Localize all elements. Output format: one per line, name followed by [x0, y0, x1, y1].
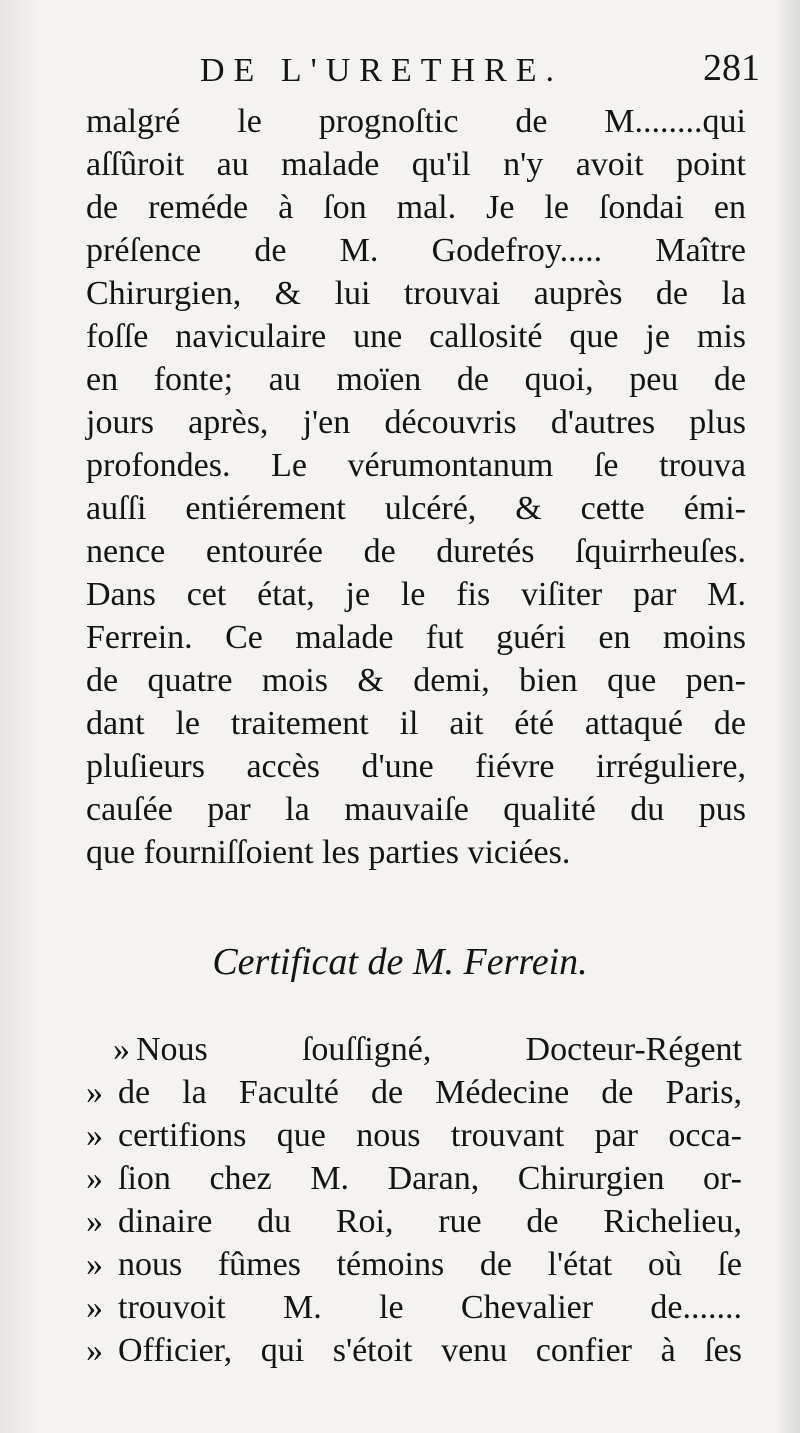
- quote-mark: »: [113, 1031, 130, 1068]
- text-line: auſſi entiérement ulcéré, & cette émi-: [86, 490, 746, 527]
- running-head: DE L'URETHRE.: [200, 52, 563, 89]
- quote-mark: »: [86, 1289, 103, 1326]
- quote-line: [86, 1286, 742, 1329]
- text-line: jours après, j'en découvris d'autres plus: [86, 404, 746, 441]
- text-line: nence entourée de duretés ſquirrheuſes.: [86, 533, 746, 570]
- text-line: de reméde à ſon mal. Je le ſondai en: [86, 189, 746, 226]
- quote-text: certifions que nous trouvant par occa-: [118, 1117, 742, 1154]
- quote-text: ſion chez M. Daran, Chirurgien or-: [118, 1160, 742, 1197]
- quote-text: Officier, qui s'étoit venu confier à ſes: [118, 1332, 742, 1369]
- quote-line: [86, 1243, 742, 1286]
- quote-line: [86, 1114, 742, 1157]
- certificate-quote: [86, 1028, 742, 1372]
- quote-line: [86, 1028, 742, 1071]
- text-line: foſſe naviculaire une callosité que je mis: [86, 318, 746, 355]
- text-line: Chirurgien, & lui trouvai auprès de la: [86, 275, 746, 312]
- quote-text: Nous ſouſſigné, Docteur-Régent: [136, 1031, 742, 1068]
- text-line: pluſieurs accès d'une fiévre irréguliere,: [86, 748, 746, 785]
- text-line: Ferrein. Ce malade fut guéri en moins: [86, 619, 746, 656]
- quote-line: [86, 1200, 742, 1243]
- page-header: [200, 46, 760, 102]
- quote-line: [86, 1071, 742, 1114]
- quote-text: trouvoit M. le Chevalier de.......: [118, 1289, 742, 1326]
- quote-mark: »: [86, 1246, 103, 1283]
- quote-text: de la Faculté de Médecine de Paris,: [118, 1074, 742, 1111]
- quote-text: dinaire du Roi, rue de Richelieu,: [118, 1203, 742, 1240]
- text-line: dant le traitement il ait été attaqué de: [86, 705, 746, 742]
- text-line: aſſûroit au malade qu'il n'y avoit point: [86, 146, 746, 183]
- page-number: 281: [703, 47, 760, 89]
- quote-line: [86, 1157, 742, 1200]
- section-heading: Certificat de M. Ferrein.: [212, 941, 588, 983]
- body-paragraph: [86, 100, 746, 874]
- quote-mark: »: [86, 1074, 103, 1111]
- quote-mark: »: [86, 1117, 103, 1154]
- text-line: Dans cet état, je le fis viſiter par M.: [86, 576, 746, 613]
- quote-line: [86, 1329, 742, 1372]
- text-line: malgré le prognoſtic de M........qui: [86, 103, 746, 140]
- text-line: que fourniſſoient les parties viciées.: [86, 834, 571, 871]
- text-line: en fonte; au moïen de quoi, peu de: [86, 361, 746, 398]
- quote-mark: »: [86, 1332, 103, 1369]
- text-line: de quatre mois & demi, bien que pen-: [86, 662, 746, 699]
- quote-mark: »: [86, 1203, 103, 1240]
- quote-mark: »: [86, 1160, 103, 1197]
- quote-text: nous fûmes témoins de l'état où ſe: [118, 1246, 742, 1283]
- text-line: préſence de M. Godefroy..... Maître: [86, 232, 746, 269]
- text-line: cauſée par la mauvaiſe qualité du pus: [86, 791, 746, 828]
- text-line: profondes. Le vérumontanum ſe trouva: [86, 447, 746, 484]
